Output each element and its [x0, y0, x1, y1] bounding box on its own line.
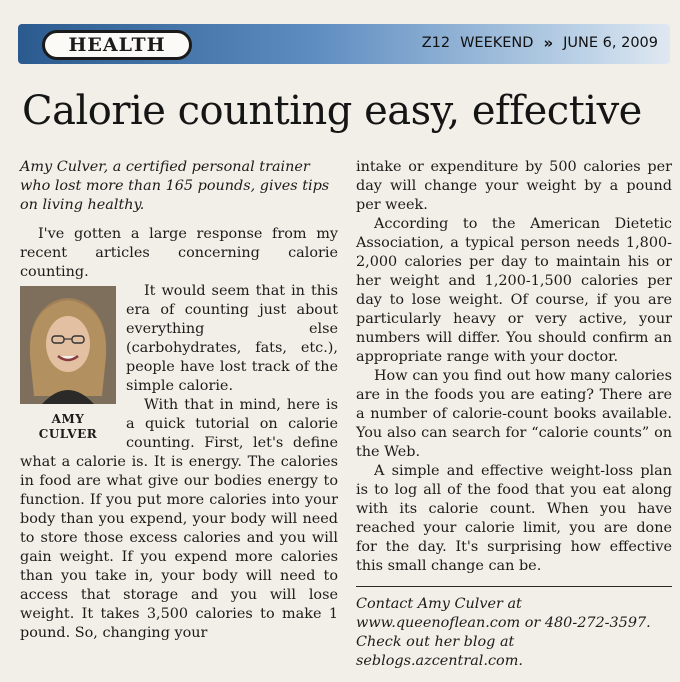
- issue-date: JUNE 6, 2009: [563, 35, 658, 51]
- contact-divider: [356, 586, 672, 587]
- paragraph-7: A simple and effective weight-loss plan is to log all of the food that you eat along with its calorie count. When you have reached your calorie limit, you are done for the day. It's surprising how effective this small change can be.: [356, 463, 672, 574]
- mug-caption: [20, 412, 116, 442]
- paragraph-5: According to the American Dietetic Association, a typical person needs 1,800-2,000 calories per day to maintain his or her weight and 1,200-1,500 calories per day to lose weight. Of course, if you are particularly heavy or very active, your numbers will differ. You should confirm an appropriate range with your doctor.: [356, 216, 672, 365]
- author-photo: [20, 286, 116, 404]
- issue-line: [422, 34, 658, 52]
- author-last-name: CULVER: [38, 427, 98, 441]
- article-column-right: [356, 158, 672, 671]
- paragraph-3: With that in mind, here is a quick tutorial on calorie counting. First, let's define what a calorie is. It is energy. The calories in food are what give our bodies energy to function. If you put more calories into your body than you expend, your body will need to store those excess calories and you will gain weight. If you expend more calories than you take in, your body will need to access that storage and you will lose weight. It takes 3,500 calories to make 1 pound. So, changing your: [20, 397, 338, 641]
- section-label: HEALTH: [42, 30, 192, 60]
- paragraph-1: I've gotten a large response from my recent articles concerning calorie counting.: [20, 226, 338, 280]
- paragraph-4: intake or expenditure by 500 calories per day will change your weight by a pound per week.: [356, 159, 672, 213]
- separator-glyph: »: [543, 34, 554, 52]
- contact-info: Contact Amy Culver at www.queenoflean.com or 480-272-3597. Check out her blog at seblogs.azcentral.com.: [356, 596, 651, 669]
- paragraph-6: How can you find out how many calories are in the foods you are eating? There are a number of calorie-count books available. You also can search for “calorie counts” on the Web.: [356, 368, 672, 460]
- page-number: Z12: [421, 35, 451, 51]
- author-first-name: AMY: [51, 412, 85, 426]
- headline: Calorie counting easy, effective: [22, 88, 642, 134]
- article-column-left: [20, 158, 338, 643]
- deck: Amy Culver, a certified personal trainer who lost more than 165 pounds, gives tips on living healthy.: [20, 159, 330, 213]
- mug-shot: [20, 282, 116, 442]
- paragraph-2: It would seem that in this era of counting just about everything else (carbohydrates, fats, etc.), people have lost track of the simple calorie.: [126, 283, 338, 394]
- portrait-image: [20, 286, 116, 404]
- edition-label: WEEKEND: [460, 35, 534, 51]
